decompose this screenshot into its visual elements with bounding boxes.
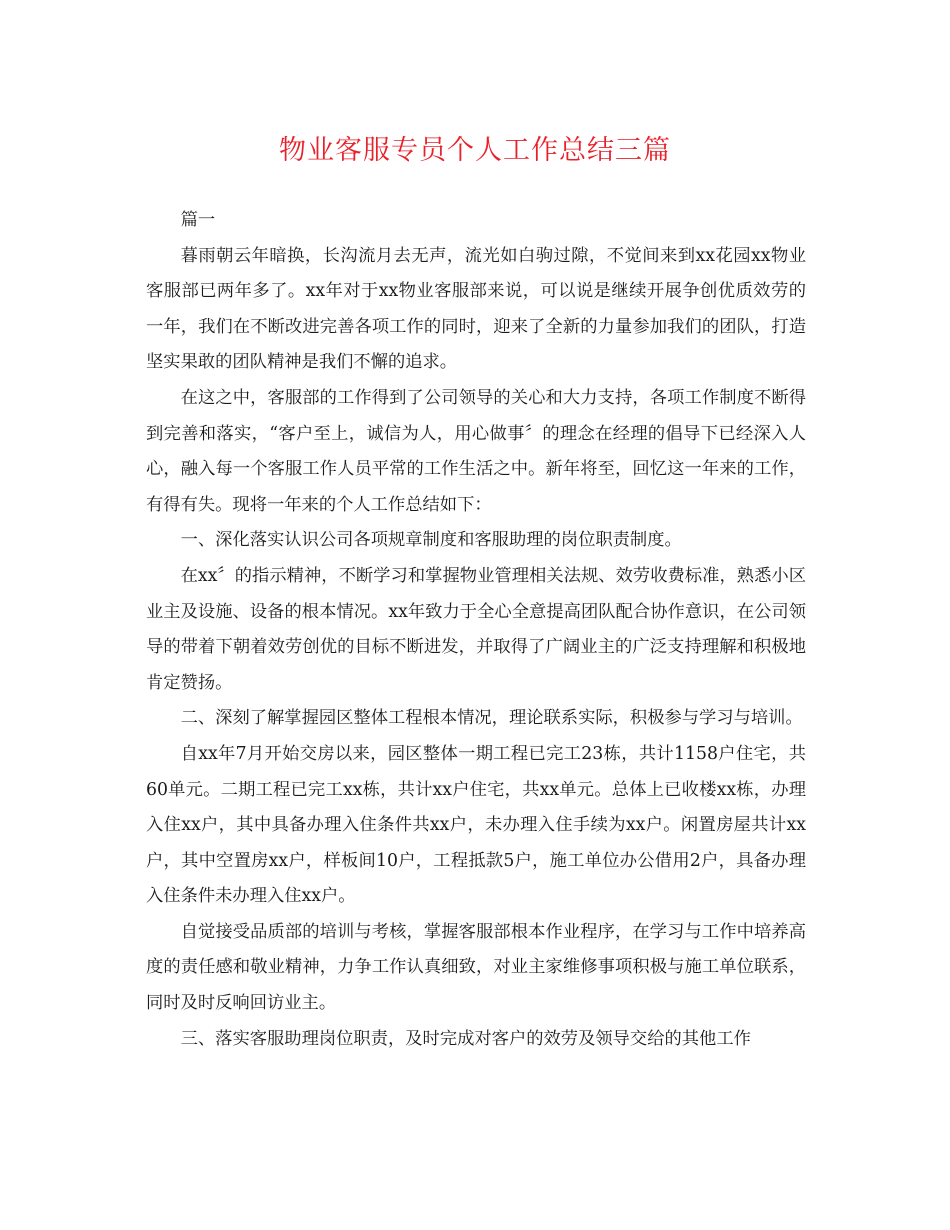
paragraph-heading: 二、深刻了解掌握园区整体工程根本情况，理论联系实际，积极参与学习与培训。 bbox=[180, 708, 803, 729]
paragraph-heading: 三、落实客服助理岗位职责，及时完成对客户的效劳及领导交给的其他工作 bbox=[180, 1028, 751, 1049]
paragraph-heading: 一、深化落实认识公司各项规章制度和客服助理的岗位职责制度。 bbox=[180, 530, 682, 551]
paragraph-section-heading: 篇一 bbox=[180, 210, 216, 230]
paragraph: 暮雨朝云年暗换，长沟流月去无声，流光如白驹过隙，不觉间来到xx花园xx物业客服部已两年多了。xx年对于xx物业客服部来说，可以说是继续开展争创优质效劳的一年，我们在不断改进完善各项工作的同时，迎来了全新的力量参加我们的团队，打造坚实果敢的团队精神是我们不懈的追求。 bbox=[146, 245, 806, 373]
paragraph: 在xx〞的指示精神，不断学习和掌握物业管理相关法规、效劳收费标准，熟悉小区业主及设施、设备的根本情况。xx年致力于全心全意提高团队配合协作意识，在公司领导的带着下朝着效劳创优的目标不断进发，并取得了广阔业主的广泛支持理解和积极地肯定赞扬。 bbox=[146, 565, 806, 693]
paragraph: 自觉接受品质部的培训与考核，掌握客服部根本作业程序，在学习与工作中培养高度的责任感和敬业精神，力争工作认真细致，对业主家维修事项积极与施工单位联系，同时及时反响回访业主。 bbox=[146, 921, 806, 1014]
paragraph: 自xx年7月开始交房以来，园区整体一期工程已完工23栋，共计1158户住宅，共60单元。二期工程已完工xx栋，共计xx户住宅，共xx单元。总体上已收楼xx栋，办理入住xx户，其中具备办理入住条件共xx户，未办理入住手续为xx户。闲置房屋共计xx户，其中空置房xx户，样板间10户，工程抵款5户，施工单位办公借用2户，具备办理入住条件未办理入住xx户。 bbox=[146, 743, 806, 907]
paragraph: 在这之中，客服部的工作得到了公司领导的关心和大力支持，各项工作制度不断得到完善和落实，“客户至上，诚信为人，用心做事〞的理念在经理的倡导下已经深入人心，融入每一个客服工作人员平常的工作生活之中。新年将至，回忆这一年来的工作，有得有失。现将一年来的个人工作总结如下： bbox=[146, 387, 806, 515]
document-title: 物业客服专员个人工作总结三篇 bbox=[279, 135, 671, 166]
document-body bbox=[146, 203, 806, 1057]
